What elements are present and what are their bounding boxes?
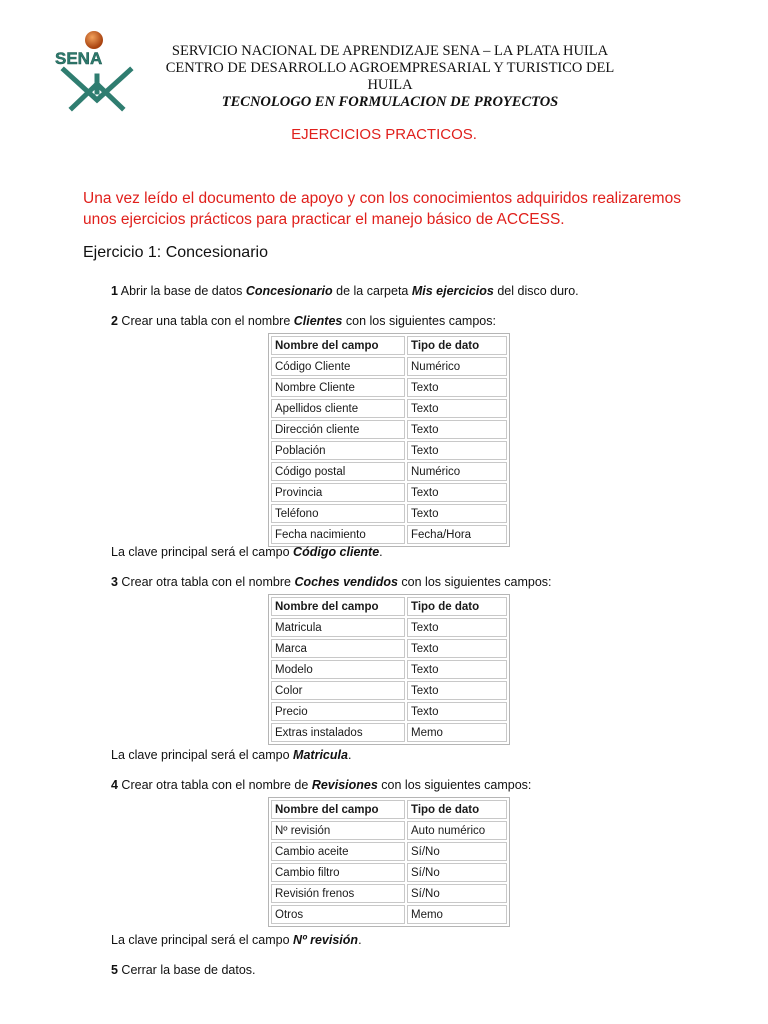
data-type-cell: Sí/No: [407, 863, 507, 882]
step-number: 1: [111, 284, 118, 298]
data-type-cell: Texto: [407, 618, 507, 637]
data-type-cell: Texto: [407, 441, 507, 460]
table-row: [271, 462, 507, 481]
step-number: 2: [111, 314, 118, 328]
table-row: [271, 681, 507, 700]
column-header-type: Tipo de dato: [407, 800, 507, 819]
field-name-cell: Cambio aceite: [271, 842, 405, 861]
field-name-cell: Nombre Cliente: [271, 378, 405, 397]
table-row: [271, 399, 507, 418]
column-header-field: Nombre del campo: [271, 800, 405, 819]
coches-vendidos-fields-table: [268, 594, 510, 745]
field-name-cell: Código postal: [271, 462, 405, 481]
data-type-cell: Memo: [407, 905, 507, 924]
table-row: [271, 702, 507, 721]
field-name-cell: Fecha nacimiento: [271, 525, 405, 544]
field-name-cell: Teléfono: [271, 504, 405, 523]
table-row: [271, 420, 507, 439]
data-type-cell: Sí/No: [407, 842, 507, 861]
table-header-row: [271, 597, 507, 616]
data-type-cell: Texto: [407, 660, 507, 679]
primary-key-field: Nº revisión: [293, 933, 359, 947]
revisiones-fields-table: [268, 797, 510, 927]
data-type-cell: Numérico: [407, 462, 507, 481]
data-type-cell: Texto: [407, 378, 507, 397]
table-row: [271, 639, 507, 658]
folder-name: Mis ejercicios: [411, 284, 494, 298]
field-name-cell: Color: [271, 681, 405, 700]
table-row: [271, 723, 507, 742]
table-row: [271, 905, 507, 924]
intro-paragraph: Una vez leído el documento de apoyo y con los conocimientos adquiridos realizaremos unos ejercicios prácticos para practicar el manejo básico de ACCESS.: [83, 190, 681, 228]
sena-logo: [52, 30, 142, 114]
data-type-cell: Memo: [407, 723, 507, 742]
table-row: [271, 884, 507, 903]
table-header-row: [271, 800, 507, 819]
column-header-type: Tipo de dato: [407, 597, 507, 616]
table-header-row: [271, 336, 507, 355]
table-row: [271, 357, 507, 376]
header-line-2: CENTRO DE DESARROLLO AGROEMPRESARIAL Y TURISTICO DEL HUILA: [165, 60, 615, 93]
step-number: 5: [111, 963, 118, 977]
step-1: 1 Abrir la base de datos Concesionario de la carpeta Mis ejercicios del disco duro.: [111, 284, 579, 298]
field-name-cell: Nº revisión: [271, 821, 405, 840]
data-type-cell: Fecha/Hora: [407, 525, 507, 544]
table-row: [271, 842, 507, 861]
exercise-heading: Ejercicio 1: Concesionario: [83, 244, 268, 261]
primary-key-field: Código cliente: [293, 545, 380, 559]
column-header-field: Nombre del campo: [271, 336, 405, 355]
field-name-cell: Modelo: [271, 660, 405, 679]
step-5: 5 Cerrar la base de datos.: [111, 963, 256, 977]
header-line-1: SERVICIO NACIONAL DE APRENDIZAJE SENA – LA PLATA HUILA: [171, 43, 609, 59]
table-row: [271, 618, 507, 637]
field-name-cell: Matricula: [271, 618, 405, 637]
step-3: 3 Crear otra tabla con el nombre Coches vendidos con los siguientes campos:: [111, 575, 552, 589]
field-name-cell: Apellidos cliente: [271, 399, 405, 418]
data-type-cell: Texto: [407, 420, 507, 439]
table-row: [271, 525, 507, 544]
primary-key-field: Matricula: [293, 748, 348, 762]
step-number: 3: [111, 575, 118, 589]
table-row: [271, 483, 507, 502]
table-row: [271, 504, 507, 523]
column-header-type: Tipo de dato: [407, 336, 507, 355]
field-name-cell: Extras instalados: [271, 723, 405, 742]
field-name-cell: Revisión frenos: [271, 884, 405, 903]
field-name-cell: Dirección cliente: [271, 420, 405, 439]
field-name-cell: Cambio filtro: [271, 863, 405, 882]
table-row: [271, 821, 507, 840]
table-name: Revisiones: [311, 778, 378, 792]
data-type-cell: Texto: [407, 681, 507, 700]
database-name: Concesionario: [245, 284, 333, 298]
field-name-cell: Código Cliente: [271, 357, 405, 376]
field-name-cell: Marca: [271, 639, 405, 658]
data-type-cell: Numérico: [407, 357, 507, 376]
data-type-cell: Sí/No: [407, 884, 507, 903]
primary-key-note-2: La clave principal será el campo Matricula.: [111, 748, 352, 762]
primary-key-note-3: La clave principal será el campo Nº revisión.: [111, 933, 362, 947]
table-name: Clientes: [293, 314, 343, 328]
clientes-fields-table: [268, 333, 510, 547]
data-type-cell: Texto: [407, 702, 507, 721]
field-name-cell: Precio: [271, 702, 405, 721]
step-2: 2 Crear una tabla con el nombre Clientes con los siguientes campos:: [111, 314, 496, 328]
data-type-cell: Texto: [407, 504, 507, 523]
table-row: [271, 441, 507, 460]
step-4: 4 Crear otra tabla con el nombre de Revisiones con los siguientes campos:: [111, 778, 532, 792]
data-type-cell: Texto: [407, 399, 507, 418]
field-name-cell: Otros: [271, 905, 405, 924]
data-type-cell: Texto: [407, 639, 507, 658]
table-row: [271, 378, 507, 397]
step-number: 4: [111, 778, 118, 792]
page-title: EJERCICIOS PRACTICOS.: [291, 126, 477, 143]
svg-text:SENA: SENA: [55, 49, 103, 68]
primary-key-note-1: La clave principal será el campo Código cliente.: [111, 545, 383, 559]
field-name-cell: Provincia: [271, 483, 405, 502]
data-type-cell: Auto numérico: [407, 821, 507, 840]
table-row: [271, 660, 507, 679]
column-header-field: Nombre del campo: [271, 597, 405, 616]
sena-logo-icon: [52, 30, 142, 114]
data-type-cell: Texto: [407, 483, 507, 502]
table-row: [271, 863, 507, 882]
field-name-cell: Población: [271, 441, 405, 460]
table-name: Coches vendidos: [294, 575, 398, 589]
header-line-3: TECNOLOGO EN FORMULACION DE PROYECTOS: [221, 94, 559, 110]
document-header: [150, 43, 630, 111]
